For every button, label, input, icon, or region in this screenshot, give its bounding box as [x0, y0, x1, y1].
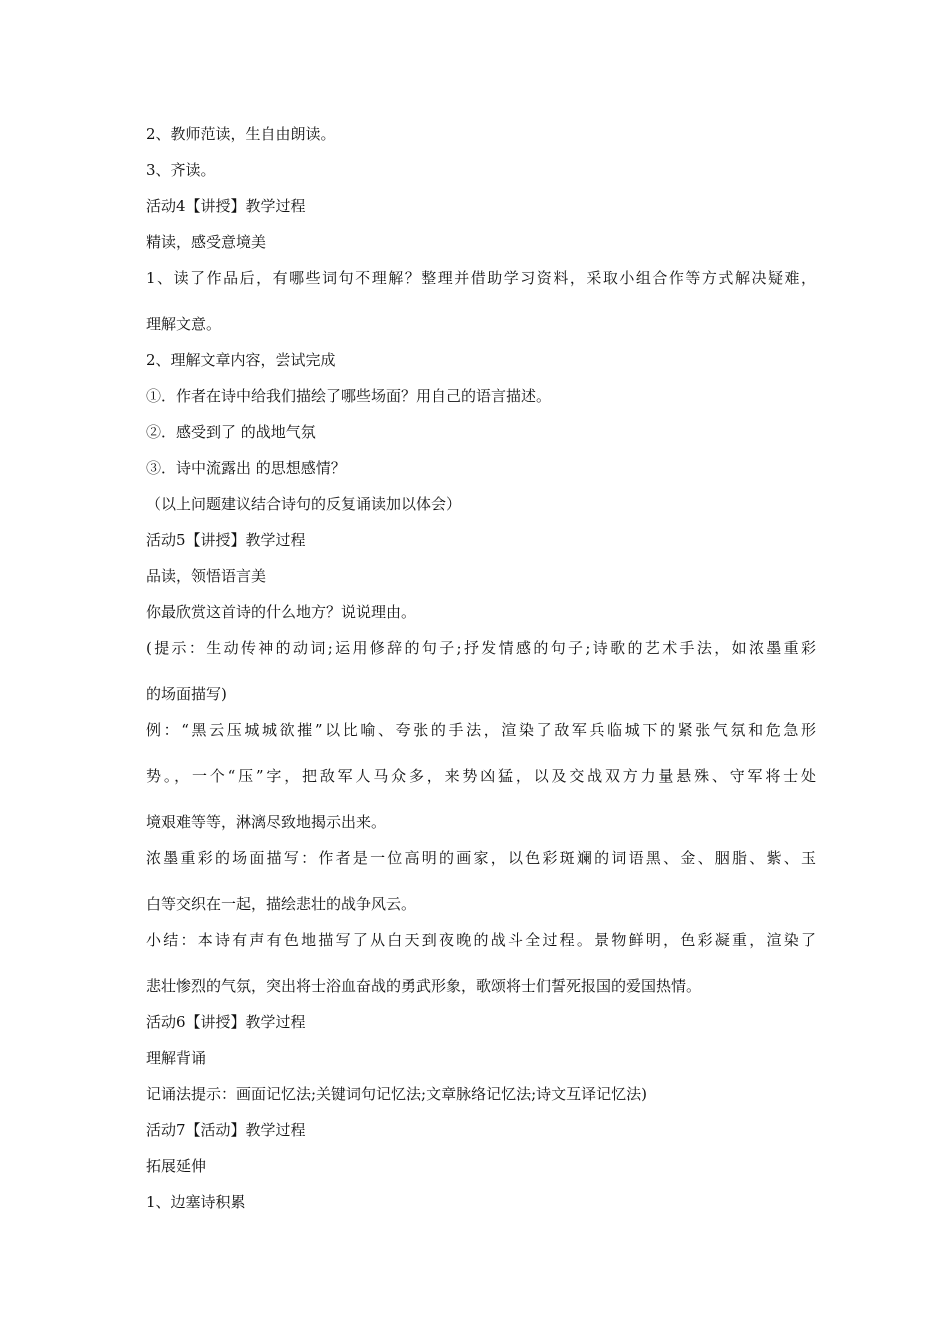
paragraph-line: 理解文意。 — [146, 315, 222, 333]
memory-tips-text: 记诵法提示：画面记忆法;关键词句记忆法;文章脉络记忆法;诗文互译记忆法) — [146, 1085, 648, 1103]
activity-6-heading: 活动6【讲授】教学过程 — [146, 1013, 306, 1031]
document-body — [146, 124, 816, 1228]
paragraph-line: 悲壮惨烈的气氛，突出将士浴血奋战的勇武形象，歌颂将士们誓死报国的爱国热情。 — [146, 977, 702, 995]
paragraph-line: 1、读了作品后，有哪些词句不理解？整理并借助学习资料，采取小组合作等方式解决疑难， — [146, 269, 816, 287]
question-2: ②．感受到了 的战地气氛 — [146, 423, 316, 441]
question-1: ①．作者在诗中给我们描绘了哪些场面？用自己的语言描述。 — [146, 387, 552, 405]
activity-5-heading: 活动5【讲授】教学过程 — [146, 531, 306, 549]
paragraph-line: 境艰难等等，淋漓尽致地揭示出来。 — [146, 813, 387, 831]
paragraph-line: 势。，一个“压”字，把敌军人马众多，来势凶猛，以及交战双方力量悬殊、守军将士处 — [146, 767, 816, 785]
frontier-poetry-item: 1、边塞诗积累 — [146, 1193, 246, 1211]
task-2-text: 2、理解文章内容，尝试完成 — [146, 351, 336, 369]
activity-4-subtitle: 精读，感受意境美 — [146, 233, 267, 251]
paragraph-line: 小结：本诗有声有色地描写了从白天到夜晚的战斗全过程。景物鲜明，色彩凝重，渲染了 — [146, 931, 816, 949]
question-3: ③．诗中流露出 的思想感情？ — [146, 459, 346, 477]
step-2-text: 2、教师范读，生自由朗读。 — [146, 125, 336, 143]
activity-6-subtitle: 理解背诵 — [146, 1049, 207, 1067]
paragraph-line: 浓墨重彩的场面描写：作者是一位高明的画家，以色彩斑斓的词语黑、金、胭脂、紫、玉 — [146, 849, 816, 867]
activity-7-heading: 活动7【活动】教学过程 — [146, 1121, 306, 1139]
paragraph-line: 的场面描写) — [146, 685, 227, 703]
paragraph-line: 例：“黑云压城城欲摧”以比喻、夸张的手法，渲染了敌军兵临城下的紧张气氛和危急形 — [146, 721, 816, 739]
activity-5-subtitle: 品读，领悟语言美 — [146, 567, 267, 585]
paragraph-line: 白等交织在一起，描绘悲壮的战争风云。 — [146, 895, 417, 913]
paragraph-line: (提示：生动传神的动词;运用修辞的句子;抒发情感的句子;诗歌的艺术手法，如浓墨重彩 — [146, 639, 816, 657]
note-text: （以上问题建议结合诗句的反复诵读加以体会） — [146, 495, 462, 513]
step-3-text: 3、齐读。 — [146, 161, 216, 179]
activity-7-subtitle: 拓展延伸 — [146, 1157, 207, 1175]
question-text: 你最欣赏这首诗的什么地方？说说理由。 — [146, 603, 417, 621]
activity-4-heading: 活动4【讲授】教学过程 — [146, 197, 306, 215]
